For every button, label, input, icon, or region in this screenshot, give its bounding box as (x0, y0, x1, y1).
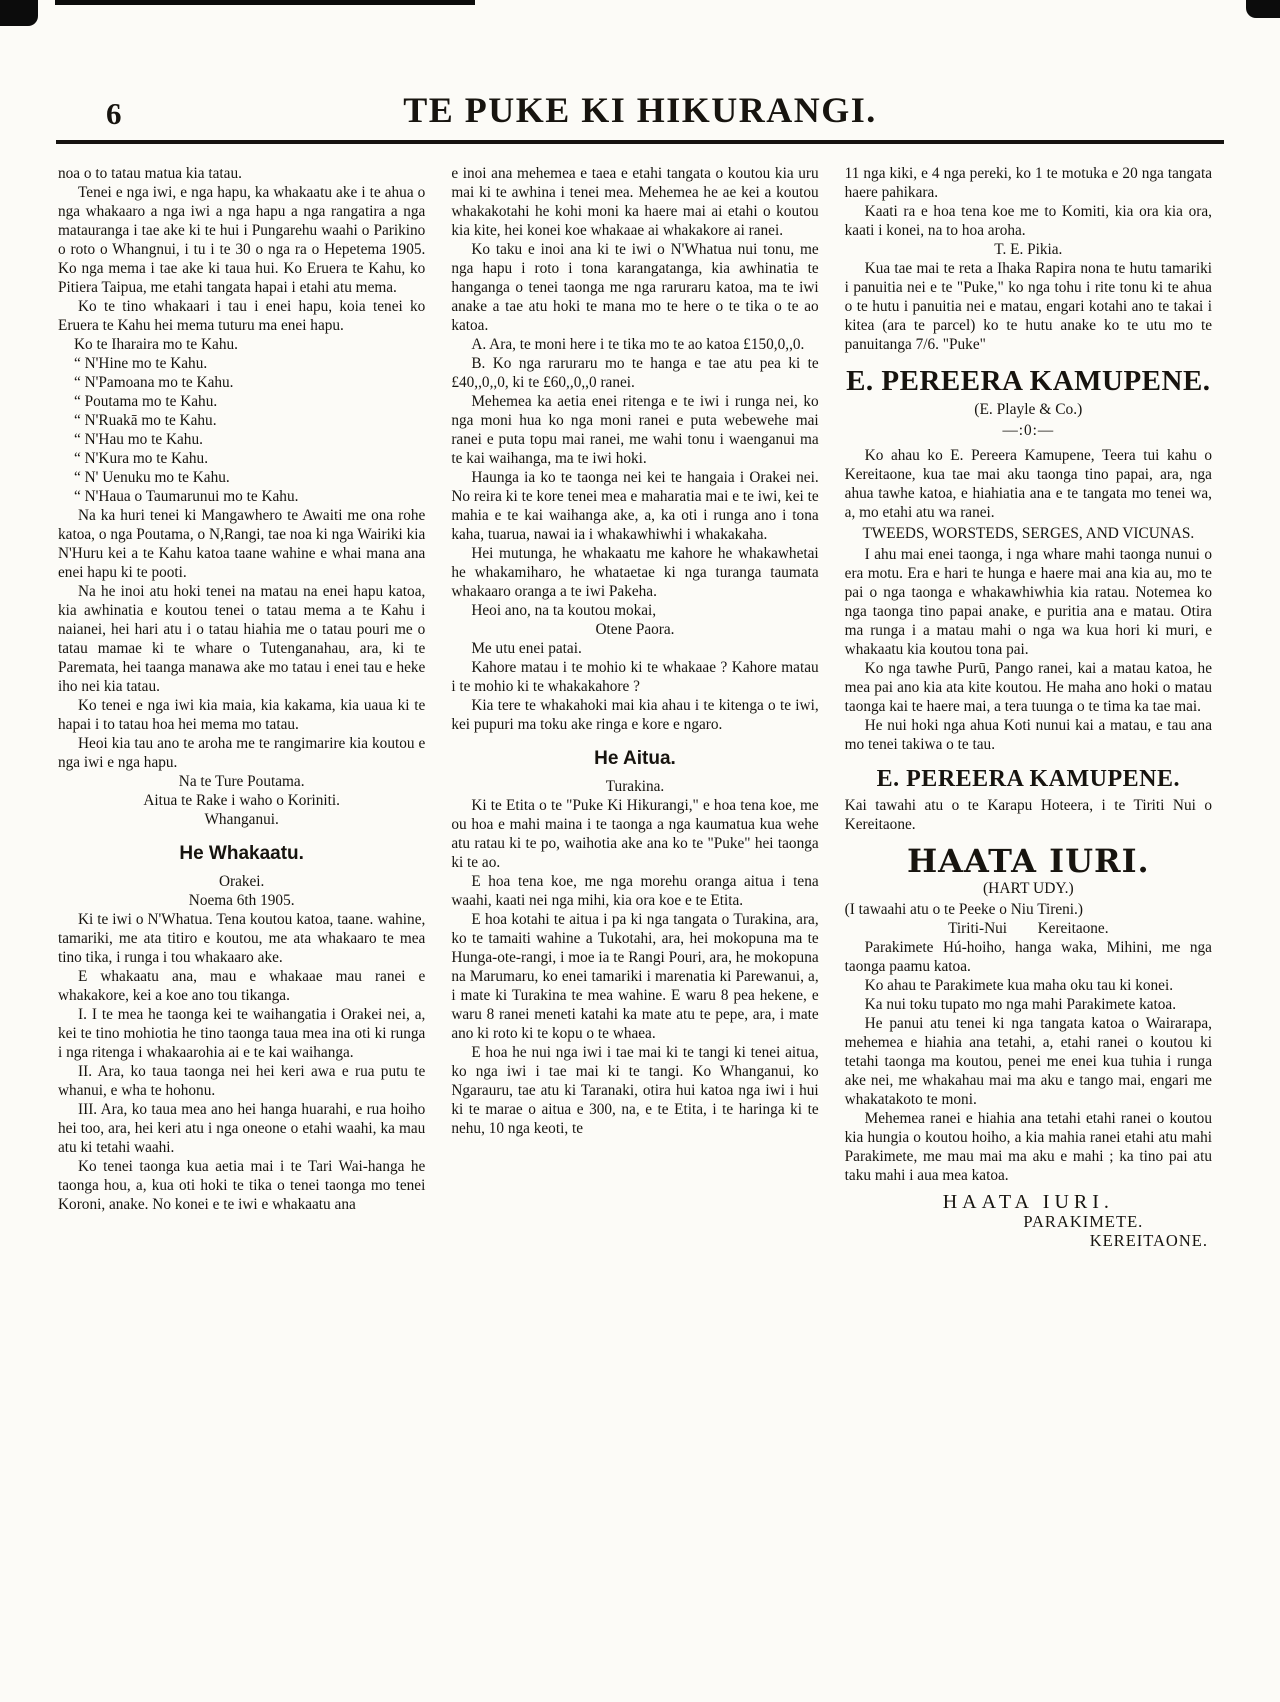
centered-line: Orakei. (218, 873, 265, 890)
hapu-list-line: “ N'Pamoana mo te Kahu. (74, 374, 234, 391)
paragraph: Ko ahau ko E. Pereera Kamupene, Teera tui kahu o Kereitaone, kua tae mai aku taonga tino papai, ara, nga ahua tawhe katoa, e hiahiatia ana e te tangata mo tenei wa, a, mo etahi atu wa ranei. (844, 446, 1212, 521)
paragraph: (I tawaahi atu o te Peeke o Niu Tireni.) (844, 901, 1083, 919)
hapu-list-line: “ N'Ruakā mo te Kahu. (74, 412, 217, 429)
ad-subheading: (HART UDY.) (983, 880, 1074, 898)
column-2 (451, 164, 818, 1250)
columns (58, 164, 1212, 1250)
newspaper-title: TE PUKE KI HIKURANGI. (403, 90, 877, 130)
paragraph: e inoi ana mehemea e taea e etahi tangata o koutou kia uru mai ki te awhina i tenei mea. Mehemea he ae kei a koutou whakakotahi he kohi moni ka haere mai ai etahi o koutou kia kite, hei konei koe whakaae ai whakakore ai ranei. (451, 165, 819, 239)
paragraph: Kaati ra e hoa tena koe me to Komiti, kia ora kia ora, kaati i konei, na to hoa aroha. (844, 203, 1212, 239)
paragraph: A. Ara, te moni here i te tika mo te ao katoa £150,0,,0. (471, 336, 805, 353)
paragraph: Ko te tino whakaari i tau i enei hapu, koia tenei ko Eruera te Kahu hei mema tuturu ma enei hapu. (58, 298, 426, 334)
paragraph: Tenei e nga iwi, e nga hapu, ka whakaatu ake i te ahua o nga whakaaro a nga iwi a nga hapu a nga rangatira a nga matauranga i tae ake ki te hui i Pungarehu waahi o Parikino o roto o Whangnui, i tu i te 30 o nga ra o Hepetema 1905. Ko nga mema i tae ake ki taua hui. Ko Eruera te Kahu, ko Pitiera Taipua, me etahi tangata hapai i etahi atu mema. (58, 184, 426, 296)
paragraph: Ko nga tawhe Purū, Pango ranei, kai a matau katoa, he mea pai ano kia ata kite koutou. He maha ano hoki o matau taonga kai te haere mai, a tera tuunga o te tima ka tae mai. (844, 659, 1212, 715)
paragraph: E hoa he nui nga iwi i tae mai ki te tangi ki tenei aitua, ko nga iwi i tae mai ki te tangi. Ko Whanganui, ko Ngarauru, tae atu ki Taranaki, otira hui katoa nga iwi i hui ki te marae o aitua e 300, na, e te Etita, i te haringa ki te nehu, 10 nga keoti, te (451, 1044, 819, 1137)
hapu-list-line: “ N'Hine mo te Kahu. (74, 355, 208, 372)
paragraph: Parakimete Hú-hoiho, hanga waka, Mihini, me nga taonga paamu katoa. (844, 939, 1212, 976)
paragraph: B. Ko nga raruraru mo te hanga e tae atu pea ki te £40,,0,,0, ki te £60,,0,,0 ranei. (451, 355, 819, 391)
signature-line: PARAKIMETE. (1023, 1212, 1144, 1232)
hapu-list-line: Ko te Iharaira mo te Kahu. (74, 336, 238, 353)
paragraph: He nui hoki nga ahua Koti nunui kai a matau, e tau ana mo tenei takiwa o te tau. (844, 716, 1212, 753)
address-line: Tiriti-Nui Kereitaone. (948, 920, 1109, 938)
page-number: 6 (106, 96, 122, 131)
paragraph: Mehemea ranei e hiahia ana tetahi etahi ranei o koutou kia hungia o koutou hoiho, a kia mahia ranei etahi atu mahi Parakimete, me mau mai ma aku e mahi ; ka tino pai atu taku mahi i aua mea katoa. (844, 1110, 1212, 1185)
ad-headline: E. PEREERA KAMUPENE. (846, 365, 1211, 397)
paragraph: Me utu enei patai. (471, 640, 582, 657)
centered-line: Aitua te Rake i waho o Koriniti. (143, 792, 341, 809)
paragraph: Na he inoi atu hoki tenei na matau na enei hapu katoa, kia awhinatia e koutou tenei o tatau mema a te Kahu i naianei, hei hari atu i o tatau hiahia me o tatau pouri me o tatau mamae ki te whare o Tutenganahau, ara, ki te Paremata, hei taanga manawa ake mo tatau i enei tau e heke iho nei kia tatau. (58, 583, 426, 695)
paragraph: II. Ara, ko taua taonga nei hei keri awa e rua putu te whanui, e wha te hohonu. (58, 1063, 426, 1099)
paragraph: Ko tenei e nga iwi kia maia, kia kakama, kia uaua ki te hapai i to tatau hoa hei mema mo tatau. (58, 697, 426, 733)
centered-line: Whanganui. (204, 811, 279, 828)
centered-line: Turakina. (605, 778, 665, 795)
ornament: —:0:— (1002, 421, 1055, 439)
ad-subheading: (E. Playle & Co.) (974, 400, 1083, 418)
centered-line: T. E. Pikia. (994, 241, 1063, 258)
paragraph: III. Ara, ko taua mea ano hei hanga huarahi, e rua hoiho hei too, ara, hei keri atu i nga oneone o etahi waahi, ka mau atu ki tetahi waahi. (58, 1101, 426, 1156)
section-heading: He Whakaatu. (179, 843, 304, 864)
paragraph: Ko tenei taonga kua aetia mai i te Tari Wai-hanga he taonga hou, a, kua oti hoki te tika o tenei taonga mo tenei Koroni, anake. No konei e te iwi e whakaatu ana (58, 1158, 426, 1213)
paragraph: Kia tere te whakahoki mai kia ahau i te kitenga o te iwi, kei pupuri ma toku ake ringa e kore e ngaro. (451, 697, 819, 733)
hapu-list-line: “ Poutama mo te Kahu. (74, 393, 218, 410)
ad-headline: HAATA IURI. (906, 842, 1150, 881)
paragraph: Heoi ano, na ta koutou mokai, (471, 602, 657, 619)
hapu-list-line: “ N'Kura mo te Kahu. (74, 450, 209, 467)
ad-headline: E. PEREERA KAMUPENE. (876, 765, 1180, 792)
header-rule (56, 140, 1224, 144)
paragraph: Na ka huri tenei ki Mangawhero te Awaiti me ona rohe katoa, o nga Poutama, o N,Rangi, tae noa ki nga Wairiki kia N'Huru kei a te Kahu katoa taane wahine e whai mana ana enei hapu ki te pooti. (58, 507, 426, 581)
column-3 (845, 164, 1212, 1250)
signature-line: KEREITAONE. (1089, 1231, 1208, 1251)
paragraph: 11 nga kiki, e 4 nga pereki, ko 1 te motuka e 20 nga tangata haere pahikara. (844, 165, 1212, 201)
paragraph: He panui atu tenei ki nga tangata katoa o Wairarapa, mehemea e hiahia ana tetahi, a, etahi ranei o koutou ki tetahi taonga ma koutou, penei me enei kua tuhia i runga ake nei, me whakahau mai ma aku e tango mai, engari me whakatakoto te moni. (844, 1015, 1212, 1109)
paragraph: Heoi kia tau ano te aroha me te rangimarire kia koutou e nga iwi e nga hapu. (58, 735, 426, 771)
paragraph: E hoa tena koe, me nga morehu oranga aitua i tena waahi, kaati nei nga mihi, kia ora koe e te Etita. (451, 873, 819, 909)
paragraph: E hoa kotahi te aitua i pa ki nga tangata o Turakina, ara, ko te tamaiti wahine a Tukotahi, ara, hei mokopuna ma te Hunga-ote-rangi, i moe ia te Rangi Pouri, ara, he mokopuna na Marumaru, ko enei tamariki i marenatia ki Parewanui, a, i mate ki Turakina te mea wahine. E waru 8 pea hekene, e waru 8 ranei meneti katahi ka mate atu te pepe, ara, i mate ano ki roto ki te kopu o te whaea. (451, 911, 819, 1042)
centered-line: Noema 6th 1905. (188, 892, 295, 909)
paragraph: Kua tae mai te reta a Ihaka Rapira nona te hutu tamariki i panuitia nei e te "Puke," ko nga tohu i rite tonu ki te ahua o te hutu i panuitia nei e matau, engari kotahi ano te takai i kitea (ara te parcel) ko te hutu anake ko te utu mo te panuitanga 7/6. "Puke" (844, 260, 1212, 353)
caps-line: TWEEDS, WORSTEDS, SERGES, AND VICUNAS. (862, 524, 1195, 542)
column-1 (58, 164, 425, 1250)
paragraph: noa o to tatau matua kia tatau. (58, 165, 242, 182)
paragraph: I. I te mea he taonga kei te waihangatia i Orakei nei, a, kei te tino mohiotia he tino taonga taua mea ina oti ki runga i nga ritenga i whakaarohia ai e te kai waihanga. (58, 1006, 426, 1061)
hapu-list-line: “ N'Haua o Taumarunui mo te Kahu. (74, 488, 299, 505)
paragraph: Hei mutunga, he whakaatu me kahore he whakawhetai he whakamiharo, he whataetae ki nga turanga taumata whakaaro oranga a te iwi Pakeha. (451, 545, 819, 600)
paragraph: Ki te Etita o te "Puke Ki Hikurangi," e hoa tena koe, me ou hoa e mahi maina i te taonga a nga kaumatua kua wehe atu ratau ki te po, waihotia ake ana ko te "Puke" hei taonga ki te ao. (451, 797, 819, 871)
paragraph: Ko ahau te Parakimete kua maha oku tau ki konei. (864, 977, 1174, 995)
section-heading: He Aitua. (594, 748, 676, 769)
signature-line: HAATA IURI. (942, 1191, 1114, 1214)
centered-line: Otene Paora. (595, 621, 675, 638)
paragraph: Kai tawahi atu o te Karapu Hoteera, i te Tiriti Nui o Kereitaone. (844, 797, 1212, 834)
paragraph: Ki te iwi o N'Whatua. Tena koutou katoa, taane. wahine, tamariki, me ata titiro e koutou, me ata whakaaro te mea tino tika, i runga i tou whakaaro ake. (58, 911, 426, 966)
paragraph: Ko taku e inoi ana ki te iwi o N'Whatua nui tonu, me nga hapu i roto i tona karangatanga, kia awhinatia te hanganga o tenei taonga me nga raruraru katoa, ma te iwi anake a tae atu hoki te mana mo te here o te tika o te ao katoa. (451, 241, 819, 334)
centered-line: Na te Ture Poutama. (178, 773, 305, 790)
paragraph: Kahore matau i te mohio ki te whakaae ? Kahore matau i te mohio ki te whakakahore ? (451, 659, 819, 695)
hapu-list-line: “ N'Hau mo te Kahu. (74, 431, 203, 448)
hapu-list-line: “ N' Uenuku mo te Kahu. (74, 469, 230, 486)
paragraph: Haunga ia ko te taonga nei kei te hangaia i Orakei nei. No reira ki te kore tenei mea e maharatia mai e te iwi, kei te mahia e te kai waihanga ake, a, ka oti i runga ano i tona kaha, tuarua, nawai ia i whakawhiwhi i whakakaha. (451, 469, 819, 543)
paragraph: E whakaatu ana, mau e whakaae mau ranei e whakakore, kei a koe ano tou tikanga. (58, 968, 426, 1004)
masthead-header (0, 0, 1280, 144)
paragraph: Ka nui toku tupato mo nga mahi Parakimete katoa. (864, 996, 1177, 1014)
paragraph: I ahu mai enei taonga, i nga whare mahi taonga nunui o era motu. Era e hari te hunga e haere mai ana kia au, mo te pai o nga taonga e whakawhiwhia kia ratau. Notemea ko nga taonga tino papai anake, e puritia ana e matau. Otira ma runga i a matau mahi o nga wa kua hori ki muri, e whakaatu kia koutou tona pai. (844, 545, 1212, 658)
paragraph: Mehemea ka aetia enei ritenga e te iwi i runga nei, ko nga moni hua ko nga moni ranei e puta webewehe mai ranei e puta topu mai ranei, me wahi tonu i waenganui ma te kai waihanga, ma te iwi hoki. (451, 393, 819, 467)
